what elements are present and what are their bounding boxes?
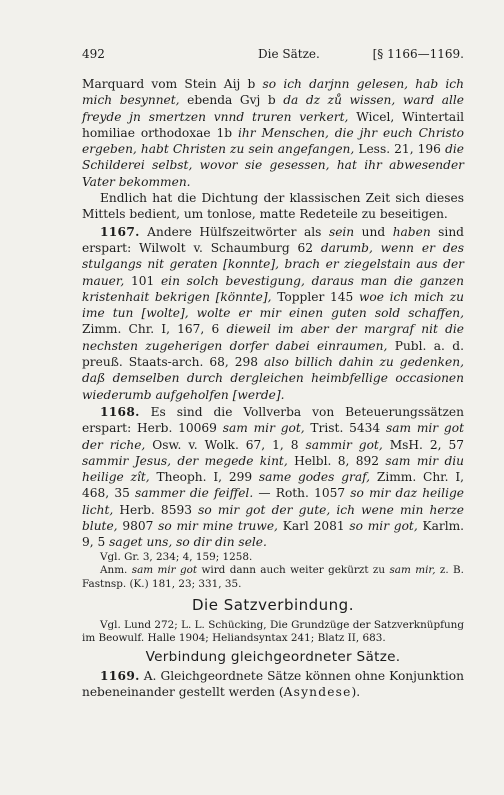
running-title: Die Sätze. [258, 47, 320, 61]
literature-note: Vgl. Lund 272; L. L. Schücking, Die Grundzüge der Satzverknüpfung im Beowulf. Halle 1904; Heliandsyntax 241; Blatz II, 683. [82, 618, 464, 645]
section-1167: 1167. Andere Hülfszeitwörter als sein und haben sind erspart: Wilwolt v. Schaumburg 62 darumb, wenn er des stulgangs nit geraten [konnte], brach er ziegelstain aus der mauer, 101 ein solch bevestigung, daraus man die ganzen kristenhait bekrigen [könnte], Toppler 145 woe ich mich zu ime tun [wolte], wolte er mir einen guten sold schaffen, Zimm. Chr. I, 167, 6 dieweil im aber der margraf nit die nechsten zugeherigen dorfer dabei einraumen, Publ. a. d. preuß. Staats-arch. 68, 298 also billich dahin zu gedenken, daß demselben durch dergleichen heimbfellige occasionen wiederumb aufgeholfen [werde]. [82, 224, 465, 402]
reference-note: Vgl. Gr. 3, 234; 4, 159; 1258. [100, 550, 253, 563]
section-number: 1169. [100, 669, 140, 684]
section-number: 1168. [100, 404, 140, 419]
chapter-heading: Die Satzverbindung. [192, 596, 354, 615]
section-1169: 1169. A. Gleichgeordnete Sätze können ohne Konjunktion nebeneinander gestellt werden (Asyndese). [82, 669, 464, 700]
section-range: [§ 1166—1169. [372, 47, 464, 61]
page-number: 492 [82, 47, 105, 61]
paragraph-examples-continued: Marquard vom Stein Aij b so ich darjnn gelesen, hab ich mich besynnet, ebenda Gvj b da dz zů wissen, ward alle freyde jn smertzen vnnd truren verkert, Wicel, Wintertail homiliae orthodoxae 1b ihr Menschen, die jhr euch Christo ergeben, habt Christen zu sein angefangen, Less. 21, 196 die Schilderei selbst, wovor sie gesessen, hat ihr abwesender Vater bekommen. [82, 77, 465, 189]
page-body [82, 76, 464, 701]
section-1168: 1168. Es sind die Vollverba von Beteuerungssätzen erspart: Herb. 10069 sam mir got, Trist. 5434 sam mir got der riche, Osw. v. Wolk. 67, 1, 8 sammir got, MsH. 2, 57 sammir Jesus, der megede kint, Helbl. 8, 892 sam mir diu heilige zît, Theoph. I, 299 same godes graf, Zimm. Chr. I, 468, 35 sammer die feiffel. — Roth. 1057 so mir daz heilige licht, Herb. 8593 so mir got der gute, ich wene min herze blute, 9807 so mir mine truwe, Karl 2081 so mir got, Karlm. 9, 5 saget uns, so dir din sele. [82, 404, 465, 550]
paragraph-classical-poetry: Endlich hat die Dichtung der klassischen Zeit sich dieses Mittels bedient, um tonlose, matte Redeteile zu beseitigen. [82, 191, 464, 222]
running-header [82, 47, 464, 63]
section-number: 1167. [100, 224, 140, 239]
annotation-note: Anm. sam mir got wird dann auch weiter gekürzt zu sam mir, z. B. Fastnsp. (K.) 181, 23; 331, 35. [82, 564, 464, 590]
section-heading: Verbindung gleichgeordneter Sätze. [145, 648, 401, 665]
